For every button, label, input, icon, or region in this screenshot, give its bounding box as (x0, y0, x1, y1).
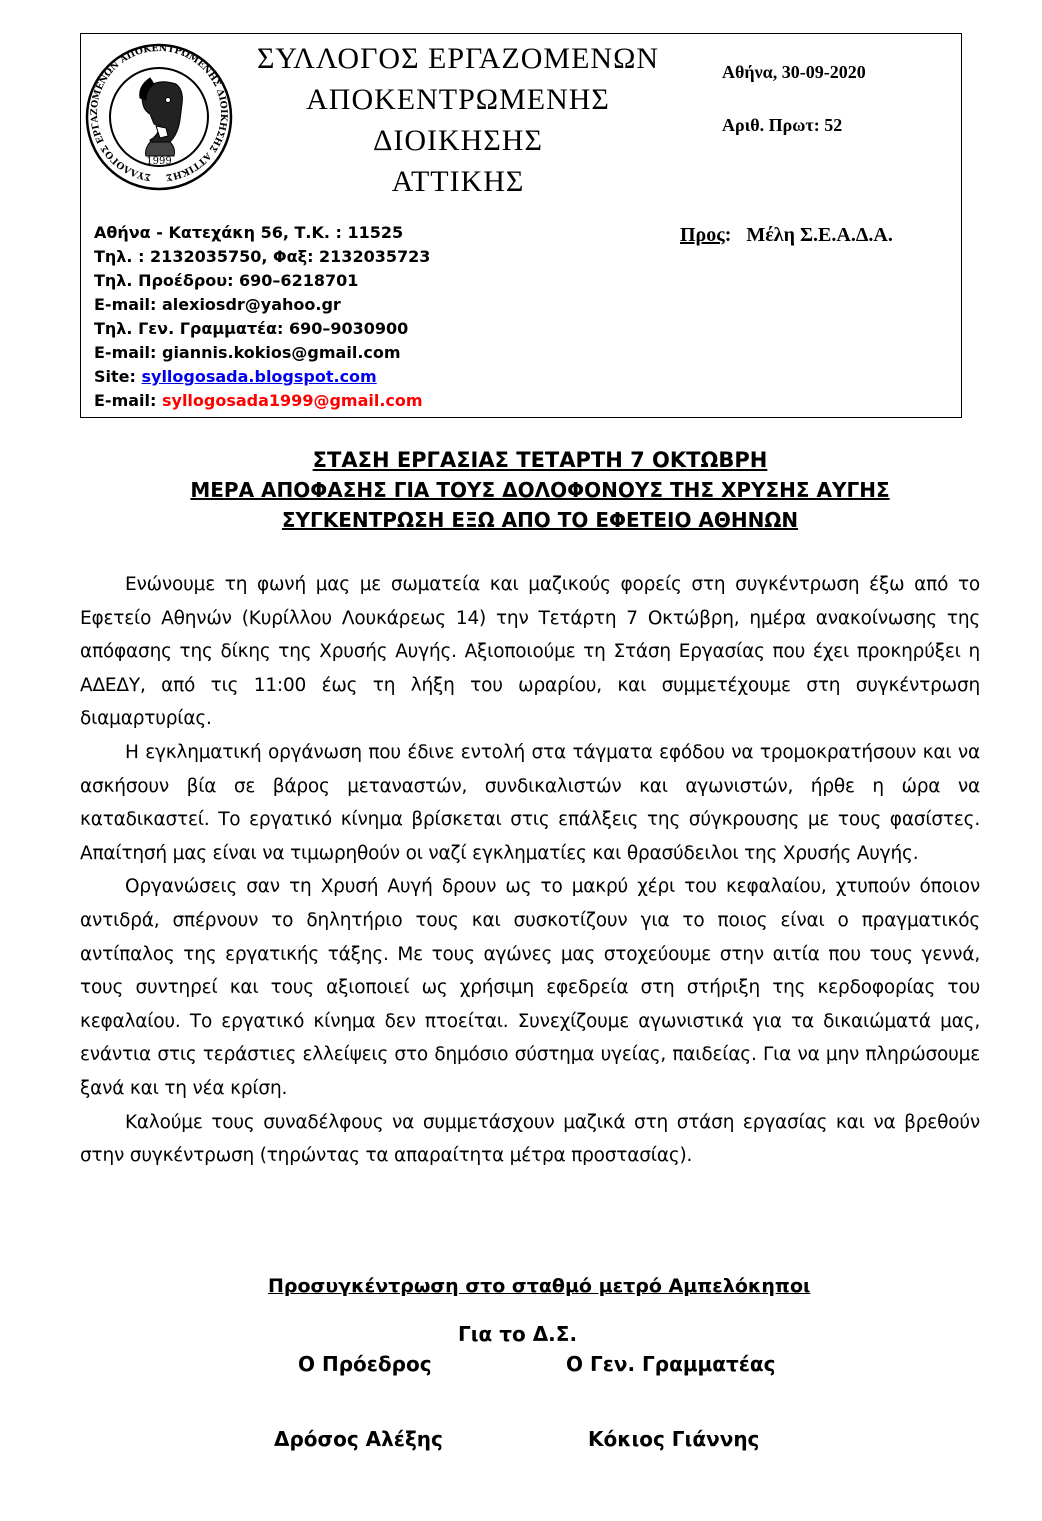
email-value: giannis.kokios@gmail.com (161, 343, 401, 362)
recipient (680, 224, 893, 247)
seal-ring-text: ΣΥΛΛΟΓΟΣ ΕΡΓΑΖΟΜΕΝΩΝ ΑΠΟΚΕΝΤΡΩΜΕΝΗΣ ΔΙΟΙΚΗΣΗΣ ΑΤΤΙΚΗΣ (88, 42, 230, 183)
president-title: Ο Πρόεδρος (298, 1352, 432, 1376)
site-link[interactable]: syllogosada.blogspot.com (141, 367, 377, 386)
contact-email-association (94, 389, 430, 413)
organization-seal (84, 38, 234, 196)
association-email-link[interactable]: syllogosada1999@gmail.com (161, 391, 423, 410)
email-label: E-mail: (94, 391, 162, 410)
contact-president-phone: Τηλ. Προέδρου: 690–6218701 (94, 271, 359, 290)
contact-email-president (94, 293, 430, 317)
body-paragraph: Καλούμε τους συναδέλφους να συμμετάσχουν μαζικά στη στάση εργασίας και να βρεθούν στην συγκέντρωση (τηρώντας τα απαραίτητα μέτρα προστασίας). (80, 1111, 980, 1167)
headline-verdict-day: ΜΕΡΑ ΑΠΟΦΑΣΗΣ ΓΙΑ ΤΟΥΣ ΔΟΛΟΦΟΝΟΥΣ ΤΗΣ ΧΡΥΣΗΣ ΑΥΓΗΣ (190, 478, 890, 502)
headlines (80, 445, 1000, 535)
recipient-value: Μέλη Σ.Ε.Α.Δ.Α. (746, 224, 893, 246)
organization-title (238, 38, 678, 202)
org-title-line: ΑΤΤΙΚΗΣ (391, 165, 525, 198)
body-paragraph: Οργανώσεις σαν τη Χρυσή Αυγή δρουν ως το μακρύ χέρι του κεφαλαίου, χτυπούν όποιον αντιδρά, σπέρνουν το δηλητήριο τους και συσκοτίζουν για το ποιος είναι ο πραγματικός αντίπαλος της εργατικής τάξης. Με τους αγώνες μας στοχεύουμε στην αιτία που τους γεννά, τους συντηρεί και τους αξιοποιεί ως χρήσιμη εφεδρεία στη στήριξη της κερδοφορίας του κεφαλαίου. Το εργατικό κίνημα δεν πτοείται. Συνεχίζουμε αγωνιστικά για τα δικαιώματά μας, ενάντια στις τεράστιες ελλείψεις στο δημόσιο σύστημα υγείας, παιδείας. Για να μην πληρώσουμε ξανά και τη νέα κρίση. (80, 876, 980, 1099)
document-date: Αθήνα, 30-09-2020 (722, 62, 866, 82)
org-title-line: ΔΙΟΙΚΗΣΗΣ (373, 124, 543, 157)
headline-gathering: ΣΥΓΚΕΝΤΡΩΣΗ ΕΞΩ ΑΠΟ ΤΟ ΕΦΕΤΕΙΟ ΑΘΗΝΩΝ (281, 508, 799, 532)
helmet-emblem (140, 78, 183, 156)
contact-phones: Τηλ. : 2132035750, Φαξ: 2132035723 (94, 247, 431, 266)
org-title-line: ΑΠΟΚΕΝΤΡΩΜΕΝΗΣ (306, 83, 610, 116)
recipient-colon: : (724, 224, 732, 246)
contact-email-secretary (94, 341, 430, 365)
president-name: Δρόσος Αλέξης (274, 1427, 443, 1451)
seal-year: 1999 (146, 156, 172, 167)
headline-strike: ΣΤΑΣΗ ΕΡΓΑΣΙΑΣ ΤΕΤΑΡΤΗ 7 ΟΚΤΩΒΡΗ (312, 448, 768, 472)
announcement-body (80, 568, 980, 1173)
contact-secretary-phone: Τηλ. Γεν. Γραμματέα: 690–9030900 (94, 319, 409, 338)
secretary-name: Κόκιος Γιάννης (588, 1427, 760, 1451)
secretary-title: Ο Γεν. Γραμματέας (566, 1352, 776, 1376)
body-paragraph: Ενώνουμε τη φωνή μας με σωματεία και μαζικούς φορείς στη συγκέντρωση έξω από το Εφετείο Αθηνών (Κυρίλλου Λουκάρεως 14) την Τετάρτη 7 Οκτώβρη, ημέρα ανακοίνωσης της απόφασης της δίκης της Χρυσής Αυγής. Αξιοποιούμε τη Στάση Εργασίας που έχει προκηρύξει η ΑΔΕΔΥ, από τις 11:00 έως τη λήξη του ωραρίου, και συμμετέχουμε στη συγκέντρωση διαμαρτυρίας. (80, 574, 980, 730)
email-value: alexiosdr@yahoo.gr (161, 295, 341, 314)
contact-info (94, 221, 430, 413)
org-title-line: ΣΥΛΛΟΓΟΣ ΕΡΓΑΖΟΜΕΝΩΝ (256, 42, 660, 75)
email-label: E-mail: (94, 295, 162, 314)
site-label: Site: (94, 367, 142, 386)
body-paragraph: Η εγκληματική οργάνωση που έδινε εντολή στα τάγματα εφόδου να τρομοκρατήσουν και να ασκήσουν βία σε βάρος μεταναστών, συνδικαλιστών και αγωνιστών, ήρθε η ώρα να καταδικαστεί. Το εργατικό κίνημα βρίσκεται στις επάλξεις της σύγκρουσης με τους φασίστες. Απαίτησή μας είναι να τιμωρηθούν οι ναζί εγκληματίες και θρασύδειλοι της Χρυσής Αυγής. (80, 741, 980, 864)
recipient-label: Προς (680, 224, 725, 246)
meeting-point-text: Προσυγκέντρωση στο σταθμό μετρό Αμπελόκηποι (268, 1275, 811, 1297)
contact-address: Αθήνα - Κατεχάκη 56, Τ.Κ. : 11525 (94, 223, 404, 242)
contact-site (94, 365, 430, 389)
protocol-number: Αριθ. Πρωτ: 52 (722, 115, 843, 135)
on-behalf-of-board: Για το Δ.Σ. (458, 1322, 578, 1346)
email-label: E-mail: (94, 343, 162, 362)
